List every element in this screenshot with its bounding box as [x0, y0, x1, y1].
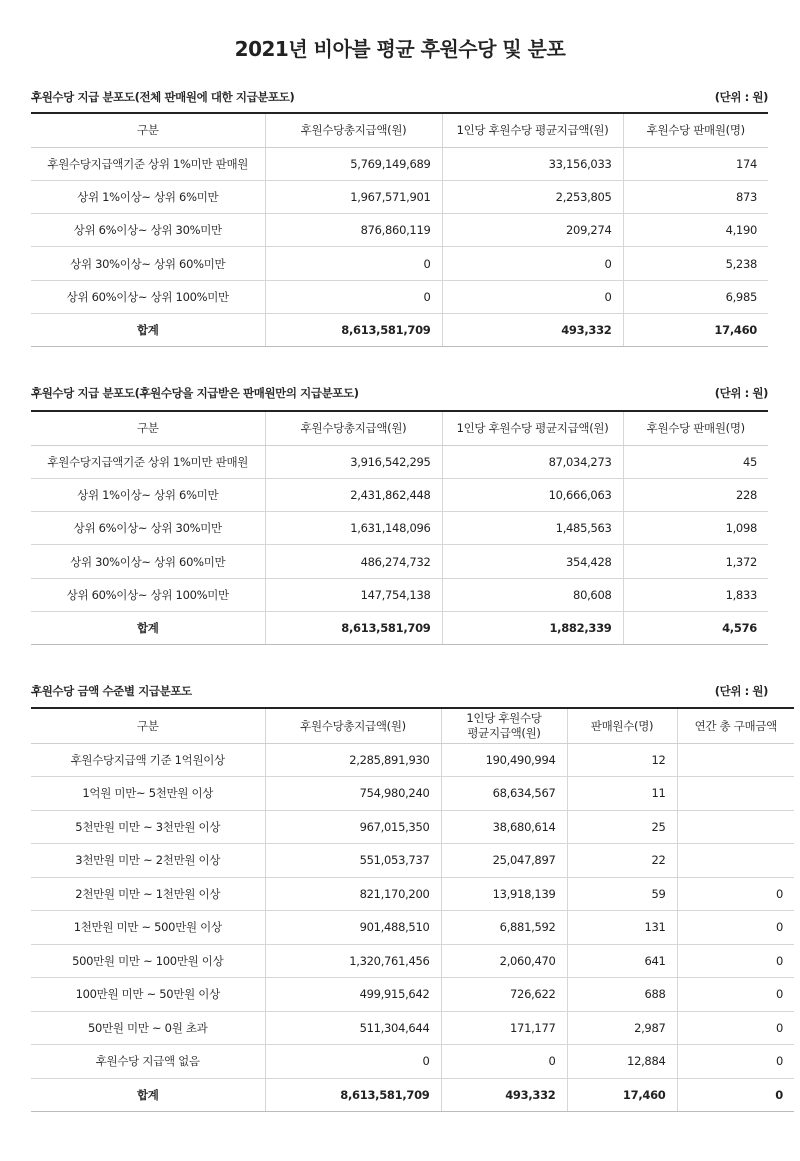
row-label: 상위 1%이상~ 상위 6%미만 — [31, 180, 265, 213]
table-row — [31, 911, 794, 945]
cell-value: 0 — [441, 1045, 567, 1079]
table-header-row — [31, 113, 768, 147]
row-label: 1억원 미만~ 5천만원 이상 — [31, 777, 265, 811]
row-label: 후원수당지급액기준 상위 1%미만 판매원 — [31, 147, 265, 180]
column-header: 후원수당총지급액(원) — [265, 113, 442, 147]
column-header: 구분 — [31, 708, 265, 743]
section1-title: 후원수당 지급 분포도(전체 판매원에 대한 지급분포도) — [31, 90, 295, 104]
cell-value: 11 — [567, 777, 677, 811]
cell-value: 45 — [623, 445, 768, 478]
cell-value — [677, 844, 794, 878]
row-label: 상위 30%이상~ 상위 60%미만 — [31, 545, 265, 578]
table-header-row — [31, 411, 768, 445]
cell-value: 4,190 — [623, 214, 768, 247]
table-row — [31, 1045, 794, 1079]
page-title: 2021년 비아블 평균 후원수당 및 분포 — [234, 37, 566, 61]
cell-value — [677, 777, 794, 811]
table-row — [31, 545, 768, 578]
table-row — [31, 1011, 794, 1045]
cell-value: 0 — [677, 911, 794, 945]
cell-value: 0 — [677, 1045, 794, 1079]
cell-value: 499,915,642 — [265, 978, 441, 1012]
cell-value: 2,431,862,448 — [265, 478, 442, 511]
cell-value — [677, 810, 794, 844]
cell-value: 5,238 — [623, 247, 768, 280]
cell-value: 641 — [567, 944, 677, 978]
distribution-table-by-amount — [31, 707, 794, 1112]
section1-heading — [31, 89, 768, 107]
column-header: 1인당 후원수당 평균지급액(원) — [442, 411, 623, 445]
table-row — [31, 944, 794, 978]
cell-value: 33,156,033 — [442, 147, 623, 180]
section3-title: 후원수당 금액 수준별 지급분포도 — [31, 684, 192, 698]
cell-value: 0 — [442, 247, 623, 280]
cell-value: 80,608 — [442, 578, 623, 611]
cell-value: 0 — [677, 1011, 794, 1045]
row-label: 1천만원 미만 ~ 500만원 이상 — [31, 911, 265, 945]
column-header: 후원수당총지급액(원) — [265, 411, 442, 445]
column-header: 판매원수(명) — [567, 708, 677, 743]
distribution-table-all-sellers — [31, 112, 768, 347]
table-row — [31, 578, 768, 611]
cell-value: 873 — [623, 180, 768, 213]
cell-value: 1,967,571,901 — [265, 180, 442, 213]
cell-value: 967,015,350 — [265, 810, 441, 844]
cell-value: 901,488,510 — [265, 911, 441, 945]
cell-value: 8,613,581,709 — [265, 1078, 441, 1112]
cell-value: 22 — [567, 844, 677, 878]
table-row — [31, 247, 768, 280]
section3-heading — [31, 683, 768, 701]
row-label: 상위 6%이상~ 상위 30%미만 — [31, 214, 265, 247]
cell-value: 1,631,148,096 — [265, 512, 442, 545]
row-label: 50만원 미만 ~ 0원 초과 — [31, 1011, 265, 1045]
column-header: 연간 총 구매금액 — [677, 708, 794, 743]
cell-value: 4,576 — [623, 611, 768, 644]
total-row — [31, 313, 768, 346]
cell-value — [677, 743, 794, 777]
cell-value: 209,274 — [442, 214, 623, 247]
cell-value: 754,980,240 — [265, 777, 441, 811]
cell-value: 5,769,149,689 — [265, 147, 442, 180]
cell-value: 59 — [567, 877, 677, 911]
column-header: 1인당 후원수당 평균지급액(원) — [442, 113, 623, 147]
cell-value: 1,098 — [623, 512, 768, 545]
table-row — [31, 877, 794, 911]
table-row — [31, 844, 794, 878]
row-label: 상위 6%이상~ 상위 30%미만 — [31, 512, 265, 545]
table-row — [31, 978, 794, 1012]
cell-value: 0 — [677, 978, 794, 1012]
table-row — [31, 478, 768, 511]
cell-value: 13,918,139 — [441, 877, 567, 911]
cell-value: 68,634,567 — [441, 777, 567, 811]
cell-value: 171,177 — [441, 1011, 567, 1045]
cell-value: 38,680,614 — [441, 810, 567, 844]
cell-value: 87,034,273 — [442, 445, 623, 478]
cell-value: 12 — [567, 743, 677, 777]
cell-value: 12,884 — [567, 1045, 677, 1079]
cell-value: 486,274,732 — [265, 545, 442, 578]
row-label: 상위 60%이상~ 상위 100%미만 — [31, 578, 265, 611]
row-label: 상위 60%이상~ 상위 100%미만 — [31, 280, 265, 313]
cell-value: 0 — [677, 1078, 794, 1112]
cell-value: 174 — [623, 147, 768, 180]
table-row — [31, 180, 768, 213]
section3-unit: (단위 : 원) — [714, 684, 768, 698]
row-label: 5천만원 미만 ~ 3천만원 이상 — [31, 810, 265, 844]
cell-value: 821,170,200 — [265, 877, 441, 911]
table-row — [31, 147, 768, 180]
row-label: 합계 — [31, 313, 265, 346]
column-header: 후원수당 판매원(명) — [623, 411, 768, 445]
row-label: 100만원 미만 ~ 50만원 이상 — [31, 978, 265, 1012]
cell-value: 493,332 — [441, 1078, 567, 1112]
cell-value: 0 — [265, 247, 442, 280]
cell-value: 8,613,581,709 — [265, 611, 442, 644]
cell-value: 2,253,805 — [442, 180, 623, 213]
table-header-row — [31, 708, 794, 743]
cell-value: 1,833 — [623, 578, 768, 611]
column-header: 후원수당 판매원(명) — [623, 113, 768, 147]
cell-value: 726,622 — [441, 978, 567, 1012]
row-label: 후원수당지급액기준 상위 1%미만 판매원 — [31, 445, 265, 478]
cell-value: 354,428 — [442, 545, 623, 578]
cell-value: 2,285,891,930 — [265, 743, 441, 777]
cell-value: 511,304,644 — [265, 1011, 441, 1045]
distribution-table-paid-sellers — [31, 410, 768, 645]
table-row — [31, 777, 794, 811]
cell-value: 0 — [442, 280, 623, 313]
cell-value: 0 — [677, 877, 794, 911]
cell-value: 6,985 — [623, 280, 768, 313]
cell-value: 6,881,592 — [441, 911, 567, 945]
cell-value: 0 — [677, 944, 794, 978]
cell-value: 2,987 — [567, 1011, 677, 1045]
cell-value: 8,613,581,709 — [265, 313, 442, 346]
cell-value: 17,460 — [623, 313, 768, 346]
cell-value: 551,053,737 — [265, 844, 441, 878]
cell-value: 17,460 — [567, 1078, 677, 1112]
cell-value: 25 — [567, 810, 677, 844]
cell-value: 3,916,542,295 — [265, 445, 442, 478]
row-label: 합계 — [31, 611, 265, 644]
cell-value: 493,332 — [442, 313, 623, 346]
column-header: 1인당 후원수당 평균지급액(원) — [441, 708, 567, 743]
section2-heading — [31, 385, 768, 403]
table-row — [31, 214, 768, 247]
cell-value: 1,485,563 — [442, 512, 623, 545]
row-label: 상위 1%이상~ 상위 6%미만 — [31, 478, 265, 511]
table-row — [31, 280, 768, 313]
column-header: 후원수당총지급액(원) — [265, 708, 441, 743]
table-row — [31, 445, 768, 478]
section2-unit: (단위 : 원) — [714, 386, 768, 400]
cell-value: 131 — [567, 911, 677, 945]
cell-value: 688 — [567, 978, 677, 1012]
cell-value: 0 — [265, 1045, 441, 1079]
cell-value: 190,490,994 — [441, 743, 567, 777]
table-row — [31, 810, 794, 844]
total-row — [31, 1078, 794, 1112]
cell-value: 2,060,470 — [441, 944, 567, 978]
total-row — [31, 611, 768, 644]
column-header: 구분 — [31, 113, 265, 147]
cell-value: 1,882,339 — [442, 611, 623, 644]
section1-unit: (단위 : 원) — [714, 90, 768, 104]
column-header: 구분 — [31, 411, 265, 445]
cell-value: 0 — [265, 280, 442, 313]
cell-value: 147,754,138 — [265, 578, 442, 611]
row-label: 상위 30%이상~ 상위 60%미만 — [31, 247, 265, 280]
cell-value: 10,666,063 — [442, 478, 623, 511]
row-label: 2천만원 미만 ~ 1천만원 이상 — [31, 877, 265, 911]
row-label: 500만원 미만 ~ 100만원 이상 — [31, 944, 265, 978]
cell-value: 25,047,897 — [441, 844, 567, 878]
row-label: 후원수당지급액 기준 1억원이상 — [31, 743, 265, 777]
table-row — [31, 743, 794, 777]
cell-value: 1,372 — [623, 545, 768, 578]
row-label: 후원수당 지급액 없음 — [31, 1045, 265, 1079]
section2-title: 후원수당 지급 분포도(후원수당을 지급받은 판매원만의 지급분포도) — [31, 386, 359, 400]
cell-value: 876,860,119 — [265, 214, 442, 247]
cell-value: 228 — [623, 478, 768, 511]
row-label: 3천만원 미만 ~ 2천만원 이상 — [31, 844, 265, 878]
row-label: 합계 — [31, 1078, 265, 1112]
cell-value: 1,320,761,456 — [265, 944, 441, 978]
table-row — [31, 512, 768, 545]
